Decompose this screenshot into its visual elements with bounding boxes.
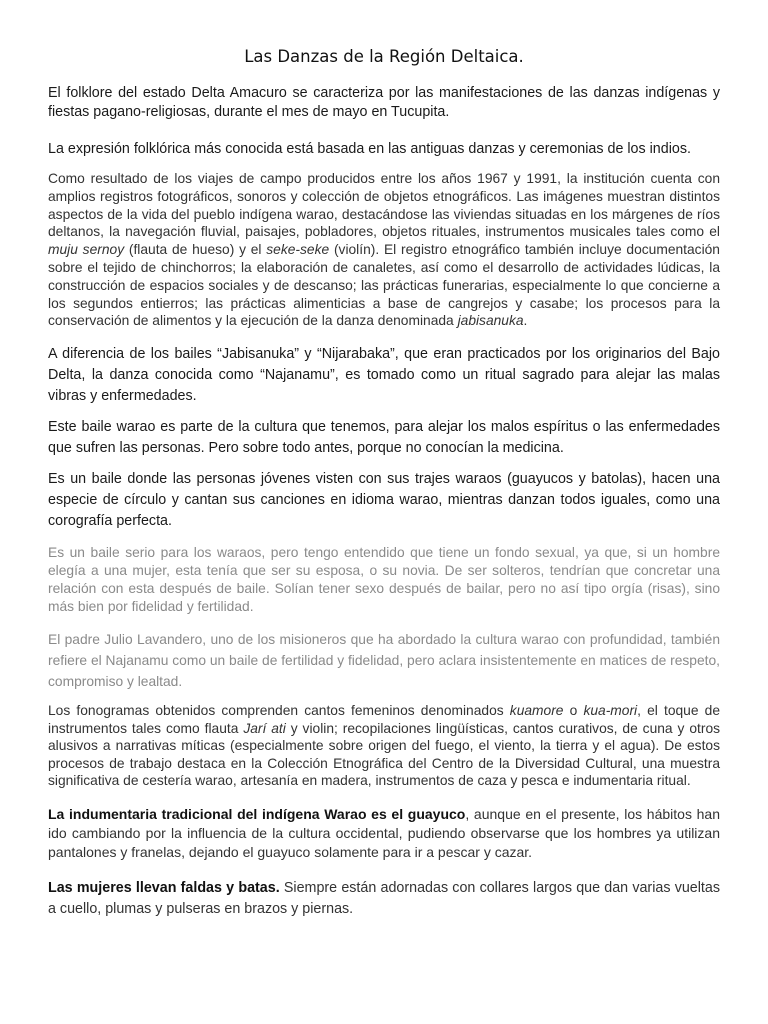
- italic-term: jabisanuka: [457, 313, 524, 329]
- document-page: [48, 46, 720, 920]
- text-segment: .: [523, 313, 528, 329]
- italic-term: kua-mori: [583, 703, 638, 719]
- paragraph-folkloric-expression: La expresión folklórica más conocida está basada en las antiguas danzas y ceremonias de los indios.: [48, 141, 691, 157]
- paragraph-folklore-intro: El folklore del estado Delta Amacuro se caracteriza por las manifestaciones de las danzas indígenas y fiestas pagano-religiosas, durante el mes de mayo en Tucupita.: [48, 85, 720, 120]
- text-segment: , el toque de instrumentos tales como flauta: [48, 703, 720, 736]
- text-segment: Los fonogramas obtenidos comprenden cantos femeninos denominados: [48, 703, 510, 719]
- paragraph-phonograms: [48, 702, 720, 789]
- italic-term: seke-seke: [266, 242, 330, 258]
- paragraph-traditional-clothing: [48, 805, 720, 862]
- text-segment: (violín). El registro etnográfico también incluye documentación sobre el tejido de chinchorros; la elaboración de canaletes, así como el desarrollo de actividades lúdicas, la construcción de espacios sociales y de descanso; las prácticas funerarias, especialmente lo que concierne a los segundos entierros; las prácticas alimenticias a base de cangrejos y casabe; los procesos para la conservación de alimentos y la ejecución de la danza denominada: [48, 242, 720, 329]
- paragraph-quote-sexual-background: Es un baile serio para los waraos, pero tengo entendido que tiene un fondo sexual, ya que, si un hombre elegía a una mujer, esta tenía que ser su esposa, o su novia. De ser solteros, tendrían que concretar una relación con esta después de baile. Solían tener sexo después de bailar, pero no así tipo orgía (risas), sino más bien por fidelidad y fertilidad.: [48, 545, 720, 614]
- paragraph-dance-description: Es un baile donde las personas jóvenes visten con sus trajes waraos (guayucos y batolas), hacen una especie de círculo y cantan sus canciones en idioma warao, mientras danzan todos iguales, como una corografía perfecta.: [48, 471, 720, 530]
- text-segment: , aunque en el presente, los hábitos han ido cambiando por la influencia de la cultura occidental, pudiendo observarse que los hombres ya utilizan pantalones y franelas, dejando el guayuco solamente para ir a pescar y cazar.: [48, 806, 720, 861]
- text-segment: o: [563, 703, 584, 719]
- bold-statement: La indumentaria tradicional del indígena Warao es el guayuco: [48, 806, 466, 823]
- italic-term: Jarí ati: [243, 720, 286, 736]
- paragraph-quote-julio-lavandero: El padre Julio Lavandero, uno de los misioneros que ha abordado la cultura warao con profundidad, también refiere el Najanamu como un baile de fertilidad y fidelidad, pero aclara insistentemente en matices de respeto, compromiso y lealtad.: [48, 632, 720, 690]
- text-segment: (flauta de hueso) y el: [124, 242, 267, 258]
- italic-term: kuamore: [509, 703, 564, 719]
- paragraph-najanamu-ritual: A diferencia de los bailes “Jabisanuka” y “Nijarabaka”, que eran practicados por los originarios del Bajo Delta, la danza conocida como “Najanamu”, es tomado como un ritual sagrado para alejar las malas vibras y enfermedades.: [48, 346, 720, 405]
- document-title: Las Danzas de la Región Deltaica.: [244, 47, 524, 66]
- paragraph-warao-culture: Este baile warao es parte de la cultura que tenemos, para alejar los malos espíritus o las enfermedades que sufren las personas. Pero sobre todo antes, porque no conocían la medicina.: [48, 419, 720, 457]
- italic-term: muju sernoy: [48, 242, 125, 258]
- bold-statement: Las mujeres llevan faldas y batas.: [48, 880, 280, 897]
- paragraph-women-clothing: [48, 878, 720, 920]
- text-segment: y violin; recopilaciones lingüísticas, cantos curativos, de cuna y otros alusivos a narrativas míticas (especialmente sobre origen del fuego, el viento, la tierra y el agua). De estos procesos de trabajo destaca en la Colección Etnográfica del Centro de la Diversidad Cultural, una muestra significativa de cestería warao, artesanía en madera, instrumentos de caza y pesca e indumentaria ritual.: [48, 720, 721, 788]
- text-segment: Siempre están adornadas con collares largos que dan varias vueltas a cuello, plumas y pulseras en brazos y piernas.: [48, 880, 720, 918]
- text-segment: Como resultado de los viajes de campo producidos entre los años 1967 y 1991, la institución cuenta con amplios registros fotográficos, sonoros y colección de objetos etnográficos. Las imágenes muestran distintos aspectos de la vida del pueblo indígena warao, destacándose las viviendas situadas en los márgenes de ríos deltanos, la navegación fluvial, paisajes, pobladores, objetos rituales, instrumentos musicales tales como el: [48, 171, 720, 240]
- paragraph-ethnographic-records: [48, 170, 720, 330]
